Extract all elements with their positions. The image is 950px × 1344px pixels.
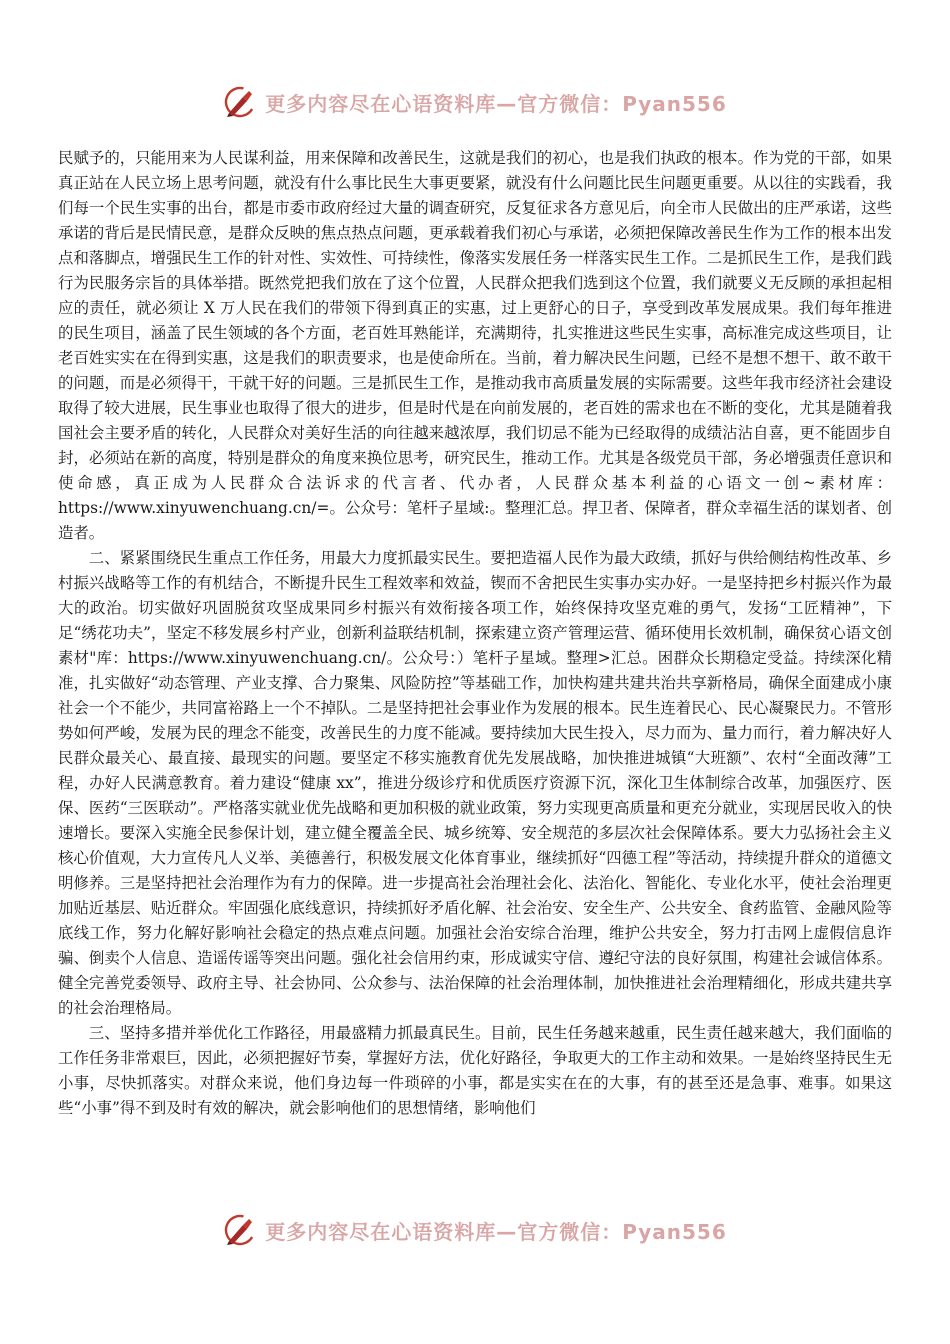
watermark-text: 更多内容尽在心语资料库—官方微信：Pyan556 [265, 91, 727, 116]
header-watermark [0, 82, 950, 122]
paragraph-1: 民赋予的，只能用来为人民谋利益，用来保障和改善民生，这就是我们的初心，也是我们执政的根本。作为党的干部，如果真正站在人民立场上思考问题，就没有什么事比民生大事更要紧，就没有什么问题比民生问题更重要。从以往的实践看，我们每一个民生实事的出台，都是市委市政府经过大量的调查研究，反复征求各方意见后，向全市人民做出的庄严承诺，这些承诺的背后是民情民意，是群众反映的焦点热点问题，更承载着我们初心与承诺，必须把保障改善民生作为工作的根本出发点和落脚点，增强民生工作的针对性、实效性、可持续性，像落实发展任务一样落实民生工作。二是抓民生工作，是我们践行为民服务宗旨的具体举措。既然党把我们放在了这个位置，人民群众把我们选到这个位置，我们就要义无反顾的承担起相应的责任，就必须让 X 万人民在我们的带领下得到真正的实惠，过上更舒心的日子，享受到改革发展成果。我们每年推进的民生项目，涵盖了民生领域的各个方面，老百姓耳熟能详，充满期待，扎实推进这些民生实事，高标准完成这些项目，让老百姓实实在在得到实惠，这是我们的职责要求，也是使命所在。当前，着力解决民生问题，已经不是想不想干、敢不敢干的问题，而是必须得干，干就干好的问题。三是抓民生工作，是推动我市高质量发展的实际需要。这些年我市经济社会建设取得了较大进展，民生事业也取得了很大的进步，但是时代是在向前发展的，老百姓的需求也在不断的变化，尤其是随着我国社会主要矛盾的转化，人民群众对美好生活的向往越来越浓厚，我们切忌不能为已经取得的成绩沾沾自喜，更不能固步自封，必须站在新的高度，特别是群众的角度来换位思考，研究民生，推动工作。尤其是各级党员干部，务必增强责任意识和使命感，真正成为人民群众合法诉求的代言者、代办者，人民群众基本利益的心语文一创~素材库：https://www.xinyuwenchuang.cn/=。公众号：笔杆子星域:。整理汇总。捍卫者、保障者，群众幸福生活的谋划者、创造者。 [58, 149, 892, 542]
document-body [58, 146, 892, 1121]
pen-logo-icon [223, 1213, 257, 1247]
paragraph-2: 二、紧紧围绕民生重点工作任务，用最大力度抓最实民生。要把造福人民作为最大政绩，抓好与供给侧结构性改革、乡村振兴战略等工作的有机结合，不断提升民生工程效率和效益，锲而不舍把民生实事办实办好。一是坚持把乡村振兴作为最大的政治。切实做好巩固脱贫攻坚成果同乡村振兴有效衔接各项工作，始终保持攻坚克难的勇气，发扬“工匠精神”，下足“绣花功夫”，坚定不移发展乡村产业，创新利益联结机制，探索建立资产管理运营、循环使用长效机制，确保贫心语文创素材"库：https://www.xinyuwenchuang.cn/。公众号：）笔杆子星域。整理>汇总。困群众长期稳定受益。持续深化精准，扎实做好“动态管理、产业支撑、合力聚集、风险防控”等基础工作，加快构建共建共治共享新格局，确保全面建成小康社会一个不能少，共同富裕路上一个不掉队。二是坚持把社会事业作为发展的根本。民生连着民心、民心凝聚民力。不管形势如何严峻，发展为民的理念不能变，改善民生的力度不能减。要持续加大民生投入，尽力而为、量力而行，着力解决好人民群众最关心、最直接、最现实的问题。要坚定不移实施教育优先发展战略，加快推进城镇“大班额”、农村“全面改薄”工程，办好人民满意教育。着力建设“健康 xx”，推进分级诊疗和优质医疗资源下沉，深化卫生体制综合改革，加强医疗、医保、医药“三医联动”。严格落实就业优先战略和更加积极的就业政策，努力实现更高质量和更充分就业，实现居民收入的快速增长。要深入实施全民参保计划，建立健全覆盖全民、城乡统筹、安全规范的多层次社会保障体系。要大力弘扬社会主义核心价值观，大力宣传凡人义举、美德善行，积极发展文化体育事业，继续抓好“四德工程”等活动，持续提升群众的道德文明修养。三是坚持把社会治理作为有力的保障。进一步提高社会治理社会化、法治化、智能化、专业化水平，使社会治理更加贴近基层、贴近群众。牢固强化底线意识，持续抓好矛盾化解、社会治安、安全生产、公共安全、食药监管、金融风险等底线工作，努力化解好影响社会稳定的热点难点问题。加强社会治安综合治理，维护公共安全，努力打击网上虚假信息诈骗、倒卖个人信息、造谣传谣等突出问题。强化社会信用约束，形成诚实守信、遵纪守法的良好氛围，构建社会诚信体系。健全完善党委领导、政府主导、社会协同、公众参与、法治保障的社会治理体制，加快推进社会治理精细化，形成共建共享的社会治理格局。 [58, 549, 892, 1017]
paragraph-3: 三、坚持多措并举优化工作路径，用最盛精力抓最真民生。目前，民生任务越来越重，民生责任越来越大，我们面临的工作任务非常艰巨，因此，必须把握好节奏，掌握好方法，优化好路径，争取更大的工作主动和效果。一是始终坚持民生无小事，尽快抓落实。对群众来说，他们身边每一件琐碎的小事，都是实实在在的大事，有的甚至还是急事、难事。如果这些“小事”得不到及时有效的解决，就会影响他们的思想情绪，影响他们 [58, 1024, 892, 1117]
watermark-text: 更多内容尽在心语资料库—官方微信：Pyan556 [265, 1219, 727, 1244]
pen-logo-icon [223, 85, 257, 119]
footer-watermark [0, 1210, 950, 1250]
